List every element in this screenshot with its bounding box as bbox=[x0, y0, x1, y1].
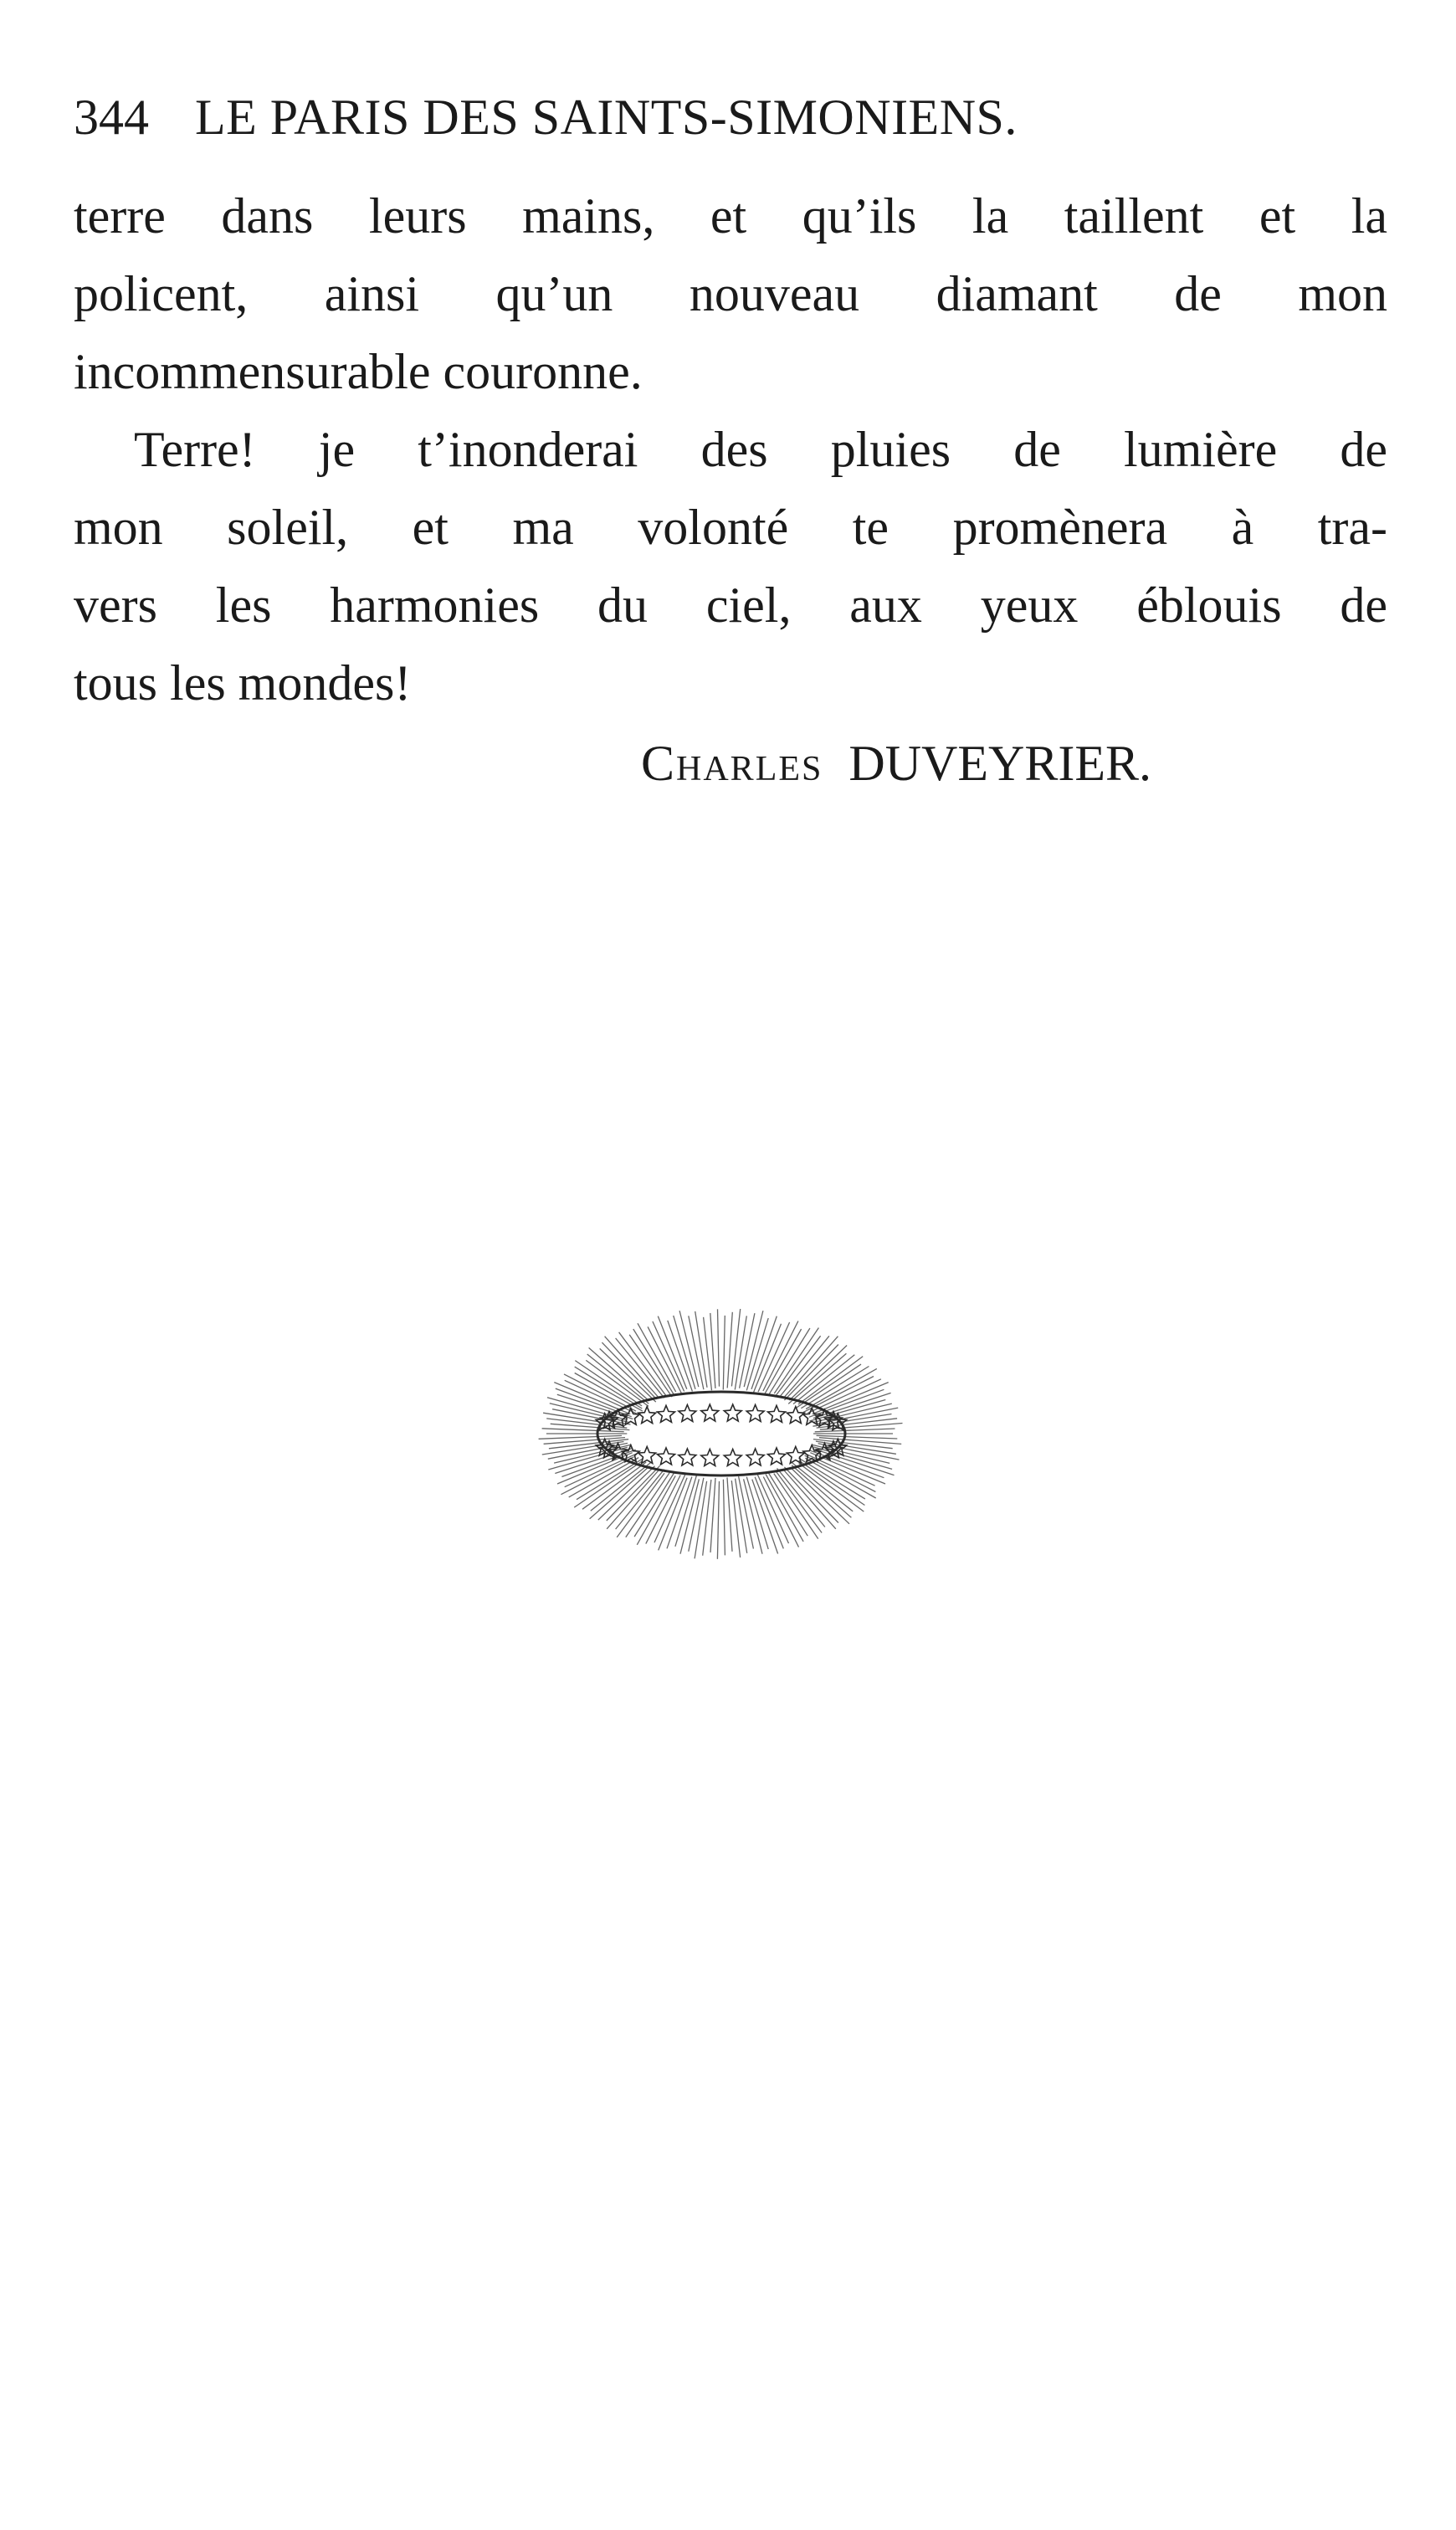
text-line: policent, ainsi qu’un nouveau diamant de mon bbox=[74, 266, 1387, 321]
ray-line bbox=[723, 1480, 725, 1556]
star-mark bbox=[701, 1450, 719, 1466]
text-line: terre dans leurs mains, et qu’ils la taillent et la bbox=[74, 188, 1387, 244]
ray-line bbox=[792, 1465, 851, 1518]
crown-of-stars-icon bbox=[529, 1296, 914, 1572]
ray-line bbox=[637, 1475, 675, 1544]
ray-line bbox=[607, 1466, 660, 1521]
signature-first-name: Charles bbox=[641, 736, 823, 791]
star-mark bbox=[679, 1449, 696, 1465]
ray-line bbox=[780, 1336, 829, 1397]
ray-line bbox=[659, 1478, 687, 1551]
ray-line bbox=[723, 1316, 725, 1390]
ray-line bbox=[746, 1318, 768, 1390]
ray-line bbox=[776, 1471, 822, 1533]
ray-line bbox=[629, 1335, 672, 1397]
running-head bbox=[74, 84, 1262, 151]
star-mark bbox=[787, 1447, 804, 1464]
ray-line bbox=[589, 1347, 649, 1401]
ray-line bbox=[590, 1466, 650, 1519]
page-number: 344 bbox=[74, 90, 149, 145]
signature bbox=[641, 730, 1151, 797]
ray-line bbox=[746, 1477, 768, 1549]
text-line: incommensurable couronne. bbox=[74, 344, 643, 399]
ray-line bbox=[784, 1467, 838, 1523]
ray-line bbox=[731, 1309, 740, 1386]
star-mark bbox=[638, 1407, 656, 1424]
ray-line bbox=[718, 1309, 720, 1386]
star-mark bbox=[679, 1405, 696, 1422]
star-mark bbox=[768, 1405, 786, 1422]
ray-line bbox=[792, 1463, 854, 1511]
ray-line bbox=[703, 1480, 711, 1556]
ray-line bbox=[704, 1317, 712, 1391]
ray-line bbox=[784, 1345, 838, 1401]
ray-line bbox=[717, 1481, 719, 1559]
star-mark bbox=[724, 1450, 741, 1466]
star-mark bbox=[701, 1404, 719, 1421]
star-mark bbox=[746, 1405, 764, 1422]
ray-line bbox=[675, 1475, 697, 1547]
ray-line bbox=[598, 1466, 655, 1520]
ray-line bbox=[727, 1312, 732, 1388]
ray-line bbox=[789, 1346, 847, 1401]
star-mark bbox=[768, 1448, 786, 1465]
crown-band bbox=[597, 1392, 845, 1475]
star-mark bbox=[724, 1404, 741, 1421]
text-line: vers les harmonies du ciel, aux yeux éblouis de bbox=[74, 577, 1387, 633]
ray-line bbox=[587, 1354, 649, 1404]
running-title: LE PARIS DES SAINTS-SIMONIENS. bbox=[195, 90, 1018, 145]
body-text bbox=[74, 177, 1387, 722]
ray-line bbox=[788, 1353, 846, 1404]
text-line: Terre! je t’inonderai des pluies de lumière de bbox=[134, 422, 1387, 477]
ray-line bbox=[674, 1316, 695, 1389]
star-mark bbox=[658, 1405, 675, 1422]
ray-line bbox=[600, 1348, 656, 1402]
ray-line bbox=[727, 1477, 732, 1551]
ray-line bbox=[731, 1481, 740, 1558]
star-mark bbox=[658, 1448, 675, 1465]
text-line: tous les mondes! bbox=[74, 655, 412, 711]
ray-line bbox=[638, 1323, 676, 1392]
ray-line bbox=[617, 1473, 664, 1537]
star-mark bbox=[787, 1407, 804, 1424]
text-line: mon soleil, et ma volonté te promènera à tra- bbox=[74, 500, 1387, 555]
ray-line bbox=[653, 1321, 684, 1392]
ray-line bbox=[668, 1321, 693, 1392]
ray-line bbox=[602, 1342, 656, 1399]
ray-line bbox=[710, 1313, 715, 1388]
ray-line bbox=[710, 1478, 715, 1552]
ray-line bbox=[658, 1316, 687, 1389]
ray-line bbox=[793, 1355, 854, 1404]
star-mark bbox=[746, 1449, 764, 1465]
star-mark bbox=[638, 1447, 656, 1464]
signature-last-name: DUVEYRIER. bbox=[848, 736, 1152, 791]
ray-line bbox=[616, 1470, 664, 1529]
